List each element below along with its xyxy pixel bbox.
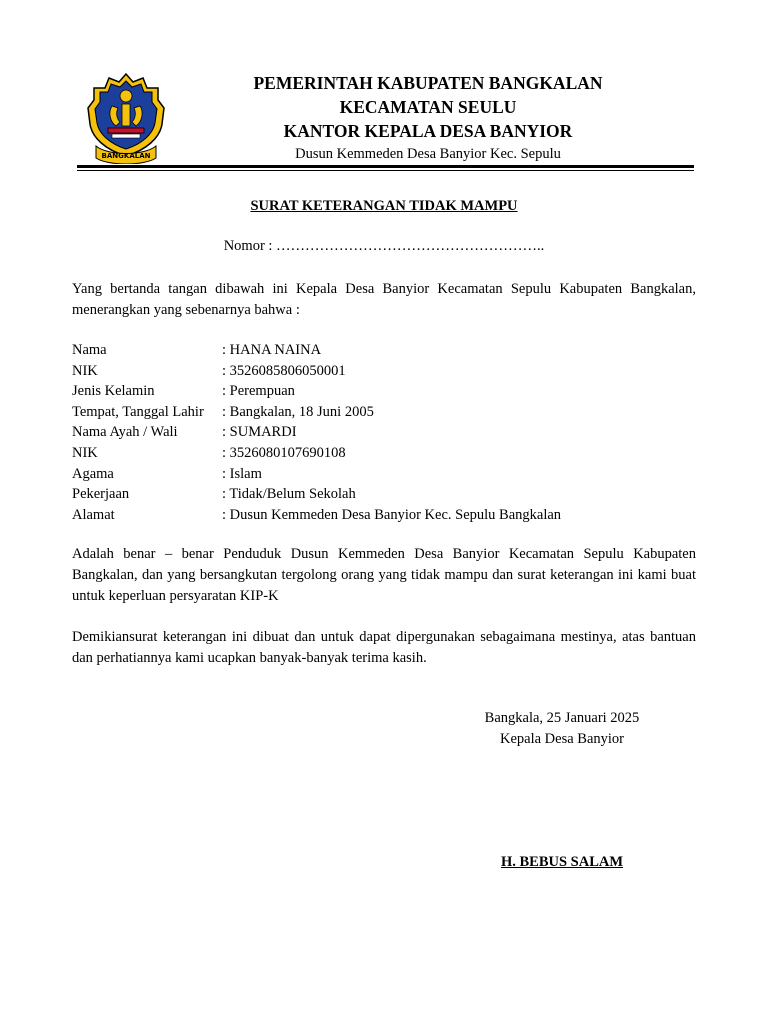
intro-paragraph: Yang bertanda tangan dibawah ini Kepala Desa Banyior Kecamatan Sepulu Kabupaten Bangkalan, menerangkan yang sebenarnya bahwa : [72,281,696,318]
field-row [72,381,696,402]
letterhead-address: Dusun Kemmeden Desa Banyior Kec. Sepulu [295,146,561,162]
field-value: : Bangkalan, 18 Juni 2005 [222,403,374,420]
document-title: SURAT KETERANGAN TIDAK MAMPU [250,198,518,214]
field-label: Agama [72,465,114,482]
field-label: Nama Ayah / Wali [72,424,178,441]
signature-position: Kepala Desa Banyior [499,731,624,747]
statement-paragraph: Adalah benar – benar Penduduk Dusun Kemmeden Desa Banyior Kecamatan Sepulu Kabupaten Bangkalan, dan yang bersangkutan tergolong orang yang tidak mampu dan surat keterangan ini kami buat untuk keperluan persyaratan KIP-K [72,546,696,604]
field-value: : Perempuan [222,383,295,400]
field-row [72,422,696,443]
field-label: NIK [72,362,98,379]
field-label: Tempat, Tanggal Lahir [72,403,204,420]
field-label: Nama [72,342,107,358]
field-row [72,402,696,423]
field-row [72,484,696,505]
regency-logo [86,72,166,164]
field-value: : Islam [222,465,262,482]
letterhead-line-2: KECAMATAN SEULU [339,97,517,117]
closing-paragraph: Demikiansurat keterangan ini dibuat dan untuk dapat dipergunakan sebagaimana mestinya, atas bantuan dan perhatiannya kami ucapkan banyak-banyak terima kasih. [72,629,696,666]
field-value: : SUMARDI [222,424,297,441]
letterhead-divider-thick [77,165,694,168]
document-number: Nomor : ……………………………………………….. [223,238,545,254]
logo-caption: BANGKALAN [101,152,151,160]
field-label: Jenis Kelamin [72,383,155,400]
signature-name [478,852,646,873]
field-row [72,361,696,382]
field-label: Pekerjaan [72,486,130,503]
letterhead-line-1: PEMERINTAH KABUPATEN BANGKALAN [253,73,603,93]
field-value: : 3526080107690108 [222,444,346,461]
field-value: : 3526085806050001 [222,362,346,379]
letterhead-divider-thin [77,170,694,171]
bangkalan-emblem-icon [86,72,166,164]
field-value: : HANA NAINA [222,342,322,358]
field-label: Alamat [72,506,115,523]
field-row [72,505,696,526]
signer-name: H. BEBUS SALAM [500,854,624,870]
field-row [72,443,696,464]
field-row [72,464,696,485]
field-value: : Tidak/Belum Sekolah [222,486,356,503]
signature-place-date: Bangkala, 25 Januari 2025 [484,710,640,726]
field-row [72,340,696,361]
field-value: : Dusun Kemmeden Desa Banyior Kec. Sepulu Bangkalan [222,506,562,523]
letterhead-line-3: KANTOR KEPALA DESA BANYIOR [283,121,573,141]
identity-fields [72,340,696,525]
field-label: NIK [72,444,98,461]
